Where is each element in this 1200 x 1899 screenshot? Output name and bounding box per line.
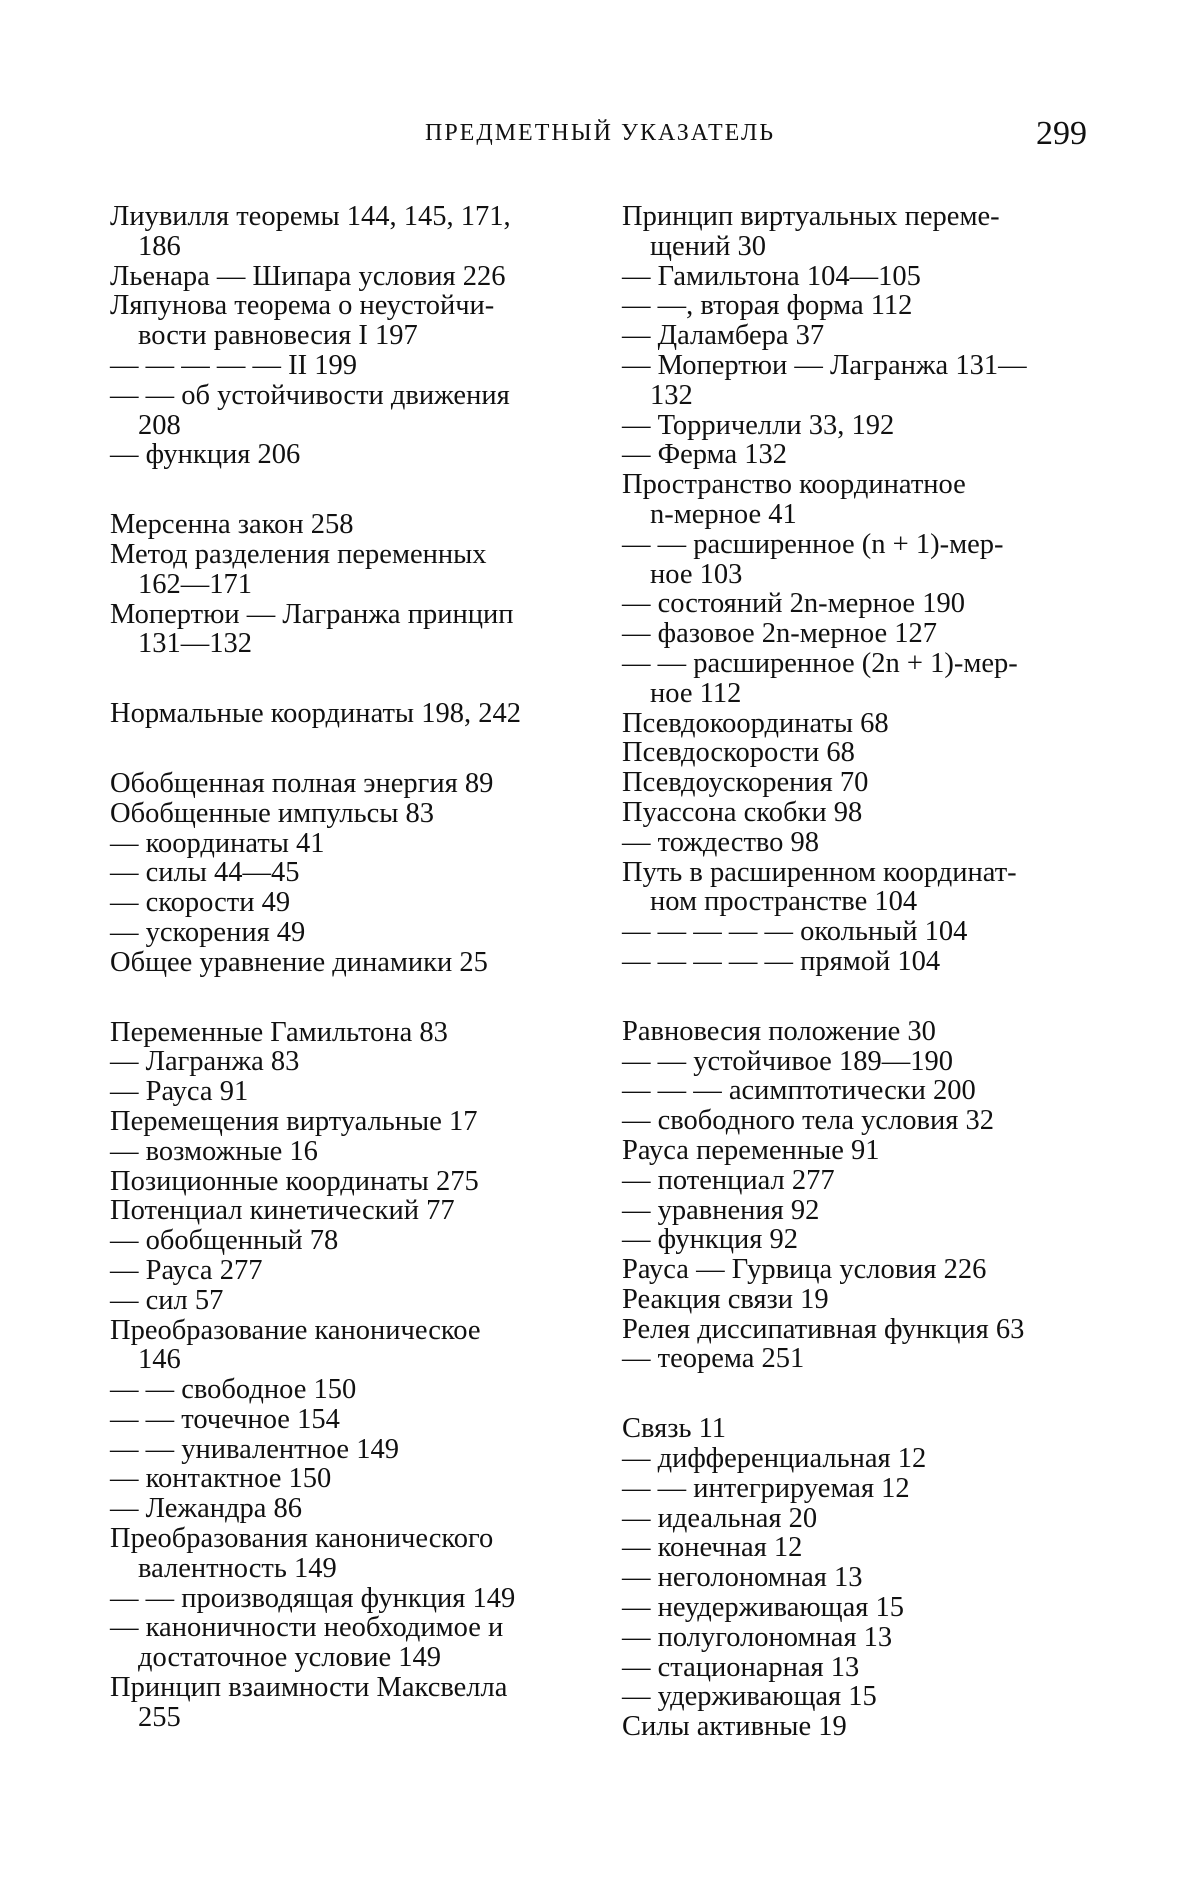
index-entry: 255 <box>138 1701 181 1733</box>
index-entry: Релея диссипативная функция 63 <box>622 1313 1025 1345</box>
index-entry: — свободного тела условия 32 <box>622 1105 994 1137</box>
index-entry: Переменные Гамильтона 83 <box>110 1016 448 1048</box>
index-entry: — удерживающая 15 <box>622 1681 877 1713</box>
index-entry: — теорема 251 <box>622 1343 805 1375</box>
index-entry: ное 112 <box>650 677 742 709</box>
index-entry: Льенара — Шипара условия 226 <box>110 260 506 292</box>
section-gap <box>110 659 580 699</box>
index-entry: — Ферма 132 <box>622 439 787 471</box>
index-entry: — Даламбера 37 <box>622 320 825 352</box>
index-entry: — Гамильтона 104—105 <box>622 260 921 292</box>
index-entry: Метод разделения переменных <box>110 538 487 570</box>
section-gap <box>110 978 580 1018</box>
index-entry: Псевдоскорости 68 <box>622 737 855 769</box>
index-entry: — Торричелли 33, 192 <box>622 409 895 441</box>
index-entry: — тождество 98 <box>622 826 820 858</box>
index-entry: — — расширенное (2n + 1)-мер- <box>622 647 1018 679</box>
index-entry: — неудерживающая 15 <box>622 1592 904 1624</box>
index-entry: Принцип виртуальных переме- <box>622 201 1000 232</box>
index-entry: — уравнения 92 <box>622 1194 820 1226</box>
index-entry: — функция 206 <box>110 439 301 471</box>
index-entry: Общее уравнение динамики 25 <box>110 946 488 978</box>
index-entry: — — — — — прямой 104 <box>622 945 941 977</box>
index-entry: достаточное условие 149 <box>138 1642 441 1674</box>
index-entry: — стационарная 13 <box>622 1651 860 1683</box>
index-entry: Ляпунова теорема о неустойчи- <box>110 290 495 322</box>
index-entry: ном пространстве 104 <box>650 886 918 918</box>
index-entry: Равновесия положение 30 <box>622 1015 936 1047</box>
index-entry: — — — — — окольный 104 <box>622 916 968 948</box>
index-entry: — Мопертюи — Лагранжа 131— <box>622 349 1027 381</box>
index-entry: — — — асимптотически 200 <box>622 1075 976 1107</box>
section-gap <box>110 729 580 769</box>
index-entry: 208 <box>138 409 181 441</box>
index-entry: — состояний 2n-мерное 190 <box>622 588 965 620</box>
index-entry: Обобщенная полная энергия 89 <box>110 767 494 799</box>
index-entry: 162—171 <box>138 568 252 600</box>
index-entry: — координаты 41 <box>110 827 325 859</box>
index-entry: Перемещения виртуальные 17 <box>110 1105 478 1137</box>
index-column-left <box>110 202 580 1733</box>
index-entry: — — — — — II 199 <box>110 349 357 381</box>
index-entry: — неголономная 13 <box>622 1562 863 1594</box>
index-entry: 132 <box>650 379 693 411</box>
index-entry: Пространство координатное <box>622 469 966 501</box>
index-entry: — Рауса 91 <box>110 1076 249 1108</box>
section-gap <box>622 977 1092 1017</box>
index-entry: — обобщенный 78 <box>110 1225 339 1257</box>
index-entry: Мерсенна закон 258 <box>110 509 354 541</box>
index-entry: n-мерное 41 <box>650 498 797 530</box>
page-number: 299 <box>1036 115 1087 152</box>
index-entry: — — унивалентное 149 <box>110 1433 399 1465</box>
index-entry: — идеальная 20 <box>622 1502 818 1534</box>
index-entry: ное 103 <box>650 558 743 590</box>
index-entry: Позиционные координаты 275 <box>110 1165 479 1197</box>
index-entry: Пуассона скобки 98 <box>622 796 863 828</box>
index-entry: — — расширенное (n + 1)-мер- <box>622 528 1004 560</box>
index-entry: щений 30 <box>650 230 766 262</box>
index-entry: Рауса — Гурвица условия 226 <box>622 1254 987 1286</box>
index-entry: — —, вторая форма 112 <box>622 290 913 322</box>
index-entry: — дифференциальная 12 <box>622 1443 927 1475</box>
index-entry: 131—132 <box>138 628 252 660</box>
index-entry: Лиувилля теоремы 144, 145, 171, <box>110 201 511 232</box>
index-entry: Псевдокоординаты 68 <box>622 707 889 739</box>
index-entry: Принцип взаимности Максвелла <box>110 1672 508 1704</box>
index-entry: — контактное 150 <box>110 1463 332 1495</box>
index-entry: — сил 57 <box>110 1284 224 1316</box>
index-entry: — — об устойчивости движения <box>110 379 510 411</box>
index-entry: — возможные 16 <box>110 1135 318 1167</box>
index-entry: — Рауса 277 <box>110 1254 263 1286</box>
index-entry: Нормальные координаты 198, 242 <box>110 698 521 730</box>
index-entry: — каноничности необходимое и <box>110 1612 504 1644</box>
index-entry: Преобразования канонического <box>110 1523 494 1555</box>
index-entry: — скорости 49 <box>110 887 291 919</box>
index-entry: — — производящая функция 149 <box>110 1582 516 1614</box>
index-entry: — — свободное 150 <box>110 1374 357 1406</box>
index-entry: — Лежандра 86 <box>110 1493 303 1525</box>
section-gap <box>110 470 580 510</box>
index-entry: Силы активные 19 <box>622 1711 847 1743</box>
index-entry: 186 <box>138 230 181 262</box>
index-entry: — потенциал 277 <box>622 1164 835 1196</box>
index-entry: — Лагранжа 83 <box>110 1046 300 1078</box>
index-entry: Преобразование каноническое <box>110 1314 481 1346</box>
index-entry: — ускорения 49 <box>110 916 306 948</box>
index-entry: Потенциал кинетический 77 <box>110 1195 455 1227</box>
index-entry: Путь в расширенном координат- <box>622 856 1017 888</box>
index-entry: вости равновесия I 197 <box>138 320 418 352</box>
index-entry: — — точечное 154 <box>110 1403 340 1435</box>
index-entry: Псевдоускорения 70 <box>622 767 869 799</box>
index-entry: — силы 44—45 <box>110 857 300 889</box>
running-header-title: ПРЕДМЕТНЫЙ УКАЗАТЕЛЬ <box>425 120 776 146</box>
index-entry: — — устойчивое 189—190 <box>622 1045 953 1077</box>
section-gap <box>622 1374 1092 1414</box>
index-entry: — конечная 12 <box>622 1532 803 1564</box>
index-column-right <box>622 202 1092 1742</box>
index-entry: 146 <box>138 1344 181 1376</box>
index-entry: — — интегрируемая 12 <box>622 1472 910 1504</box>
index-entry: — функция 92 <box>622 1224 798 1256</box>
index-entry: валентность 149 <box>138 1552 337 1584</box>
index-entry: Реакция связи 19 <box>622 1283 829 1315</box>
index-entry: Связь 11 <box>622 1413 727 1445</box>
index-entry: — полуголономная 13 <box>622 1621 893 1653</box>
index-entry: Обобщенные импульсы 83 <box>110 797 435 829</box>
index-entry: Рауса переменные 91 <box>622 1134 880 1166</box>
index-entry: — фазовое 2n-мерное 127 <box>622 618 938 650</box>
index-entry: Мопертюи — Лагранжа принцип <box>110 598 514 630</box>
